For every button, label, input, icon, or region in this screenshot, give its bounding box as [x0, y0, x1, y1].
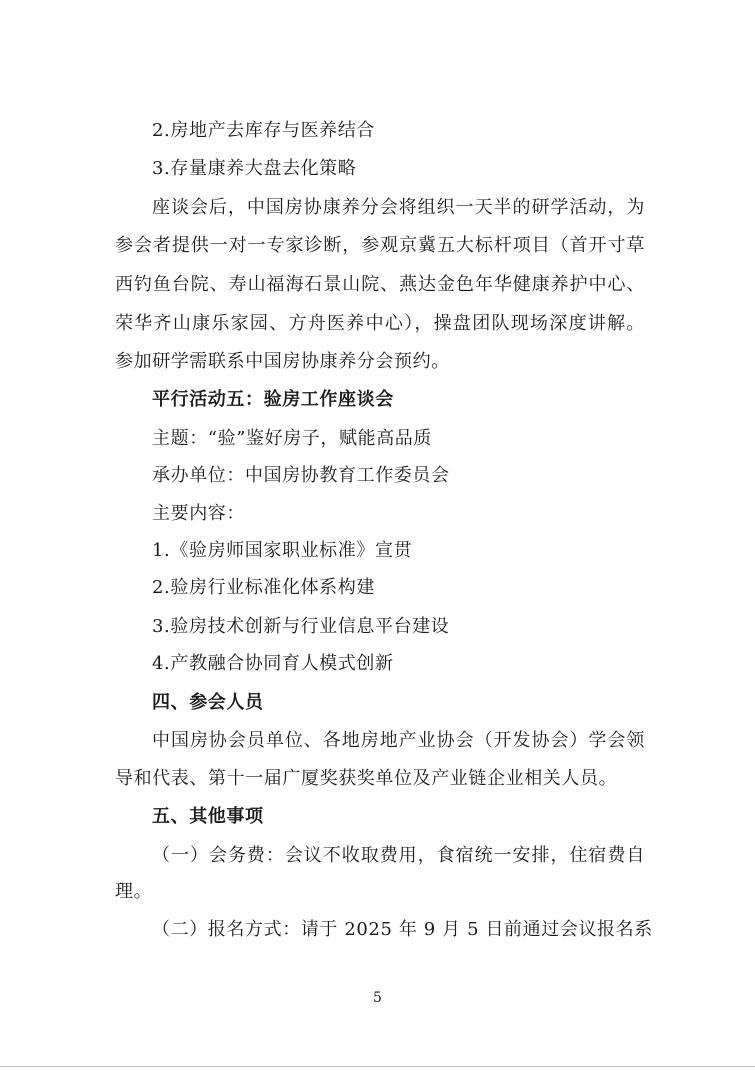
- section-heading: 五、其他事项: [152, 806, 264, 827]
- list-item: 4.产教融合协同育人模式创新: [152, 653, 394, 674]
- page-number: 5: [373, 990, 382, 1006]
- section-heading: 平行活动五：验房工作座谈会: [152, 389, 394, 410]
- paragraph-line: 理。: [115, 881, 153, 902]
- paragraph-line: 承办单位：中国房协教育工作委员会: [152, 465, 450, 486]
- paragraph-line: 中国房协会员单位、各地房地产业协会（开发协会）学会领: [152, 730, 645, 751]
- paragraph-line: 座谈会后，中国房协康养分会将组织一天半的研学活动，为: [152, 197, 645, 218]
- paragraph-line: 主要内容：: [152, 503, 245, 524]
- paragraph-line: 西钓鱼台院、寿山福海石景山院、燕达金色年华健康养护中心、: [115, 274, 645, 295]
- list-item: 2.验房行业标准化体系构建: [152, 577, 375, 598]
- paragraph-line: 参会者提供一对一专家诊断，参观京冀五大标杆项目（首开寸草: [115, 235, 645, 256]
- list-item: 2.房地产去库存与医养结合: [152, 120, 375, 141]
- paragraph-line: （一）会务费：会议不收取费用，食宿统一安排，住宿费自: [152, 845, 645, 866]
- paragraph-line: （二）报名方式：请于 2025 年 9 月 5 日前通过会议报名系: [152, 919, 653, 940]
- list-item: 3.存量康养大盘去化策略: [152, 158, 357, 179]
- list-item: 3.验房技术创新与行业信息平台建设: [152, 616, 450, 637]
- list-item: 1.《验房师国家职业标准》宣贯: [152, 540, 413, 561]
- section-heading: 四、参会人员: [152, 692, 264, 713]
- paragraph-line: 主题：“验”鉴好房子，赋能高品质: [152, 428, 433, 449]
- paragraph-line: 参加研学需联系中国房协康养分会预约。: [115, 351, 450, 372]
- page-bottom-border: [0, 1066, 755, 1067]
- paragraph-line: 荣华齐山康乐家园、方舟医养中心），操盘团队现场深度讲解。: [115, 313, 645, 334]
- paragraph-line: 导和代表、第十一届广厦奖获奖单位及产业链企业相关人员。: [115, 768, 618, 789]
